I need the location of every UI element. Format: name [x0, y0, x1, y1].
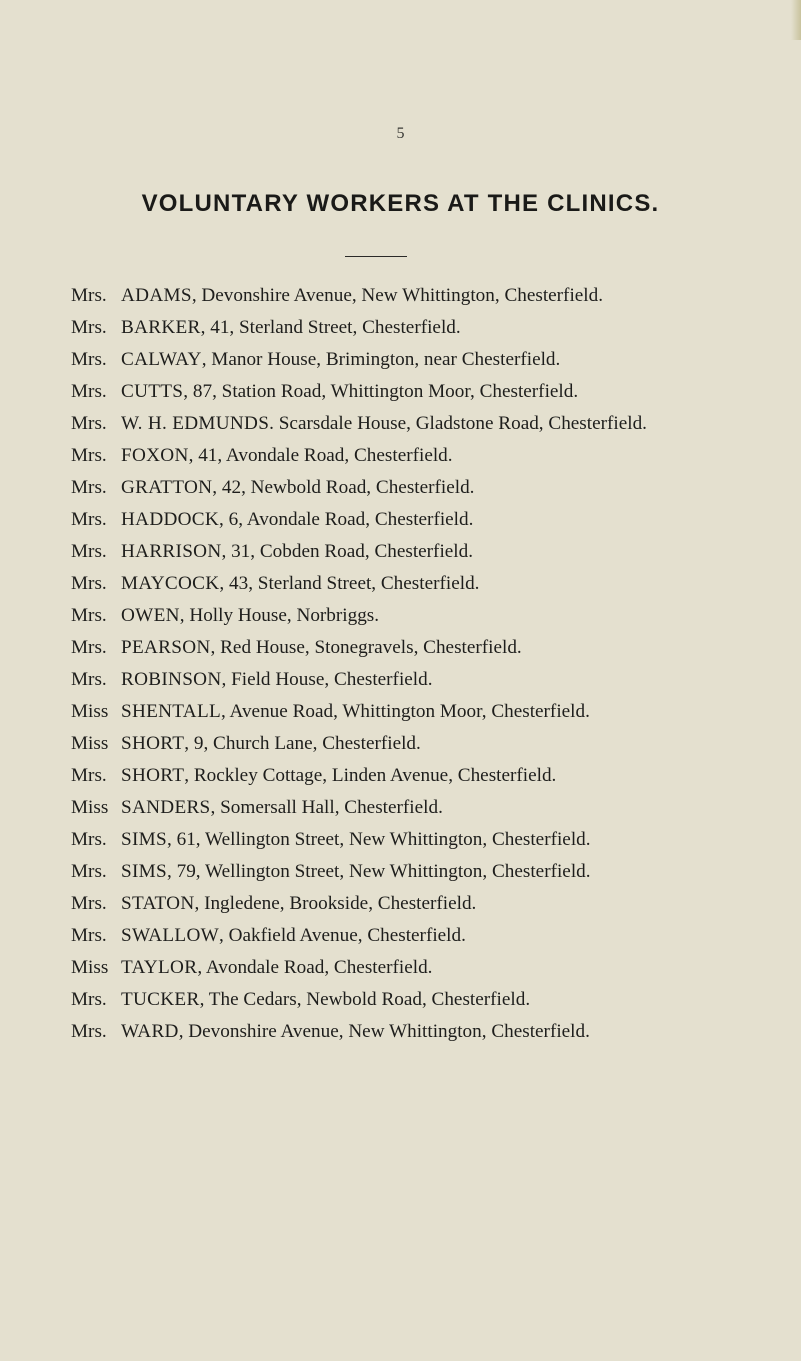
worker-details: [121, 412, 771, 435]
worker-details: [121, 764, 771, 787]
worker-surname: TAYLOR: [121, 957, 198, 978]
worker-surname: TUCKER: [121, 989, 200, 1010]
worker-entry: [71, 604, 771, 627]
worker-details: [121, 924, 771, 947]
worker-details: [121, 700, 771, 723]
worker-address: , 41, Sterland Street, Chesterfield.: [200, 317, 461, 338]
worker-address: , Devonshire Avenue, New Whittington, Chesterfield.: [178, 1021, 590, 1042]
worker-title: Mrs.: [71, 573, 107, 594]
worker-entry: [71, 1020, 771, 1043]
worker-address: , 61, Wellington Street, New Whittington, Chesterfield.: [167, 829, 591, 850]
worker-address: , 31, Cobden Road, Chesterfield.: [221, 541, 474, 562]
worker-entry: [71, 764, 771, 787]
worker-title: Mrs.: [71, 445, 107, 466]
worker-address: , 43, Sterland Street, Chesterfield.: [219, 573, 480, 594]
worker-entry: [71, 732, 771, 755]
worker-surname: SWALLOW: [121, 925, 220, 946]
worker-entry: [71, 348, 771, 371]
worker-entry: [71, 572, 771, 595]
worker-title: Mrs.: [71, 925, 107, 946]
worker-surname: CALWAY: [121, 349, 202, 370]
worker-details: [121, 988, 771, 1011]
worker-surname: SANDERS: [121, 797, 211, 818]
title-divider: [345, 256, 407, 257]
worker-entry: [71, 796, 771, 819]
worker-entry: [71, 380, 771, 403]
worker-address: , 41, Avondale Road, Chesterfield.: [188, 445, 453, 466]
worker-title: Mrs.: [71, 637, 107, 658]
worker-title: Mrs.: [71, 413, 107, 434]
worker-details: [121, 540, 771, 563]
worker-title: Mrs.: [71, 381, 107, 402]
worker-title: Mrs.: [71, 765, 107, 786]
page-number: 5: [396, 125, 405, 142]
worker-surname: ROBINSON: [121, 669, 222, 690]
worker-title: Mrs.: [71, 477, 107, 498]
worker-surname: BARKER: [121, 317, 201, 338]
worker-surname: MAYCOCK: [121, 573, 220, 594]
worker-details: [121, 636, 771, 659]
worker-address: , Rockley Cottage, Linden Avenue, Chesterfield.: [184, 765, 557, 786]
worker-address: , Field House, Chesterfield.: [221, 669, 433, 690]
worker-title: Mrs.: [71, 605, 107, 626]
worker-title: Mrs.: [71, 509, 107, 530]
worker-entry: [71, 700, 771, 723]
worker-entry: [71, 444, 771, 467]
worker-surname: OWEN: [121, 605, 180, 626]
worker-details: [121, 348, 771, 371]
worker-address: , Avenue Road, Whittington Moor, Chesterfield.: [221, 701, 590, 722]
worker-surname: STATON: [121, 893, 195, 914]
worker-details: [121, 284, 771, 307]
worker-title: Mrs.: [71, 285, 107, 306]
worker-entry: [71, 284, 771, 307]
worker-details: [121, 1020, 771, 1043]
worker-entry: [71, 540, 771, 563]
worker-surname: SIMS: [121, 861, 167, 882]
worker-details: [121, 572, 771, 595]
worker-address: , 79, Wellington Street, New Whittington, Chesterfield.: [167, 861, 591, 882]
worker-details: [121, 828, 771, 851]
worker-surname: GRATTON: [121, 477, 213, 498]
worker-entry: [71, 412, 771, 435]
worker-surname: SIMS: [121, 829, 167, 850]
worker-entry: [71, 636, 771, 659]
page-edge-mark: [791, 0, 801, 40]
worker-surname: HADDOCK: [121, 509, 220, 530]
worker-details: [121, 732, 771, 755]
voluntary-workers-list: [71, 284, 771, 1052]
worker-title: Miss: [71, 957, 109, 978]
worker-surname: SHENTALL: [121, 701, 221, 722]
worker-address: , Devonshire Avenue, New Whittington, Chesterfield.: [191, 285, 604, 306]
worker-title: Mrs.: [71, 317, 107, 338]
worker-details: [121, 604, 771, 627]
worker-title: Mrs.: [71, 989, 107, 1010]
worker-address: , Oakfield Avenue, Chesterfield.: [219, 925, 466, 946]
worker-entry: [71, 316, 771, 339]
worker-surname: CUTTS: [121, 381, 184, 402]
worker-surname: ADAMS: [121, 285, 192, 306]
worker-entry: [71, 988, 771, 1011]
worker-details: [121, 956, 771, 979]
worker-surname: W. H. EDMUNDS: [121, 413, 270, 434]
worker-details: [121, 796, 771, 819]
worker-surname: HARRISON: [121, 541, 222, 562]
worker-address: , Avondale Road, Chesterfield.: [197, 957, 433, 978]
worker-details: [121, 508, 771, 531]
worker-title: Mrs.: [71, 541, 107, 562]
worker-details: [121, 860, 771, 883]
worker-title: Mrs.: [71, 893, 107, 914]
worker-title: Miss: [71, 701, 109, 722]
worker-address: , Red House, Stonegravels, Chesterfield.: [210, 637, 522, 658]
worker-title: Mrs.: [71, 669, 107, 690]
worker-details: [121, 476, 771, 499]
worker-surname: SHORT: [121, 733, 185, 754]
worker-details: [121, 668, 771, 691]
worker-title: Miss: [71, 733, 109, 754]
worker-surname: FOXON: [121, 445, 189, 466]
worker-details: [121, 380, 771, 403]
worker-details: [121, 444, 771, 467]
worker-entry: [71, 924, 771, 947]
worker-address: , 9, Church Lane, Chesterfield.: [184, 733, 421, 754]
worker-entry: [71, 956, 771, 979]
worker-entry: [71, 476, 771, 499]
worker-details: [121, 316, 771, 339]
worker-title: Mrs.: [71, 829, 107, 850]
worker-address: , 6, Avondale Road, Chesterfield.: [219, 509, 474, 530]
worker-address: , The Cedars, Newbold Road, Chesterfield.: [199, 989, 531, 1010]
worker-title: Mrs.: [71, 1021, 107, 1042]
page-title: VOLUNTARY WORKERS AT THE CLINICS.: [141, 190, 660, 217]
worker-address: , Ingledene, Brookside, Chesterfield.: [194, 893, 477, 914]
worker-details: [121, 892, 771, 915]
worker-title: Miss: [71, 797, 109, 818]
worker-address: , 42, Newbold Road, Chesterfield.: [212, 477, 475, 498]
worker-surname: SHORT: [121, 765, 185, 786]
worker-address: , Manor House, Brimington, near Chesterfield.: [201, 349, 561, 370]
worker-address: , 87, Station Road, Whittington Moor, Chesterfield.: [183, 381, 579, 402]
worker-entry: [71, 668, 771, 691]
worker-address: , Holly House, Norbriggs.: [179, 605, 380, 626]
worker-surname: WARD: [121, 1021, 179, 1042]
worker-entry: [71, 892, 771, 915]
worker-title: Mrs.: [71, 861, 107, 882]
worker-address: , Somersall Hall, Chesterfield.: [210, 797, 443, 818]
worker-entry: [71, 860, 771, 883]
worker-entry: [71, 828, 771, 851]
worker-surname: PEARSON: [121, 637, 211, 658]
worker-address: . Scarsdale House, Gladstone Road, Chesterfield.: [269, 413, 647, 434]
worker-title: Mrs.: [71, 349, 107, 370]
worker-entry: [71, 508, 771, 531]
